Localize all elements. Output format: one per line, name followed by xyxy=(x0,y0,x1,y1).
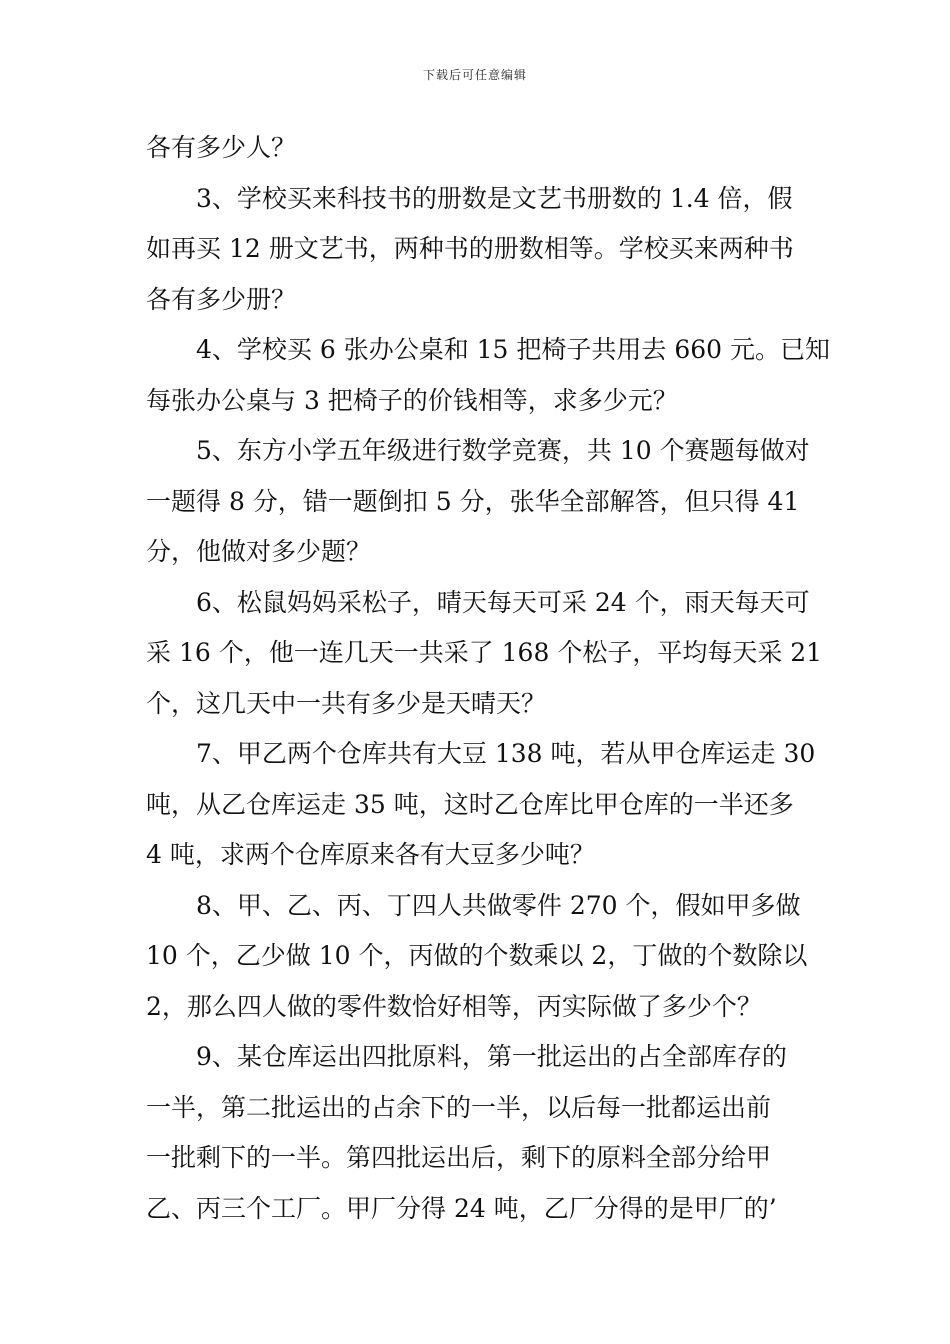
text-line: 吨，从乙仓库运走 35 吨，这时乙仓库比甲仓库的一半还多 xyxy=(146,789,794,819)
text-line: 如再买 12 册文艺书，两种书的册数相等。学校买来两种书 xyxy=(146,234,794,263)
text-line: 一题得 8 分，错一题倒扣 5 分，张华全部解答，但只得 41 xyxy=(146,486,800,516)
text-line: 4、学校买 6 张办公桌和 15 把椅子共用去 660 元。已知 xyxy=(196,335,831,364)
text-line: 各有多少人？ xyxy=(146,133,297,162)
document-body xyxy=(146,123,831,1234)
text-line: 每张办公桌与 3 把椅子的价钱相等，求多少元？ xyxy=(146,385,678,415)
text-line: 一半，第二批运出的占余下的一半，以后每一批都运出前 xyxy=(146,1092,772,1122)
text-line: 各有多少册？ xyxy=(146,284,297,314)
text-line: 10 个，乙少做 10 个，丙做的个数乘以 2，丁做的个数除以 xyxy=(146,941,808,970)
text-line: 乙、丙三个工厂。甲厂分得 24 吨，乙厂分得的是甲厂的’ xyxy=(146,1193,777,1223)
text-line: 分，他做对多少题？ xyxy=(146,537,372,566)
text-line: 个，这几天中一共有多少是天晴天？ xyxy=(146,688,547,718)
page-header: 下载后可任意编辑 xyxy=(422,68,527,82)
text-line: 3、学校买来科技书的册数是文艺书册数的 1.4 倍，假 xyxy=(196,183,793,213)
text-line: 9、某仓库运出四批原料，第一批运出的占全部库存的 xyxy=(196,1042,787,1071)
text-line: 6、松鼠妈妈采松子，晴天每天可采 24 个，雨天每天可 xyxy=(196,587,810,617)
text-line: 2，那么四人做的零件数恰好相等，丙实际做了多少个？ xyxy=(146,991,762,1021)
text-line: 4 吨，求两个仓库原来各有大豆多少吨？ xyxy=(146,840,595,869)
text-line: 8、甲、乙、丙、丁四人共做零件 270 个，假如甲多做 xyxy=(196,890,801,920)
text-line: 采 16 个，他一连几天一共采了 168 个松子，平均每天采 21 xyxy=(146,638,823,667)
text-line: 5、东方小学五年级进行数学竞赛，共 10 个赛题每做对 xyxy=(196,436,810,465)
text-line: 一批剩下的一半。第四批运出后，剩下的原料全部分给甲 xyxy=(146,1143,772,1172)
text-line: 7、甲乙两个仓库共有大豆 138 吨，若从甲仓库运走 30 xyxy=(196,739,816,768)
